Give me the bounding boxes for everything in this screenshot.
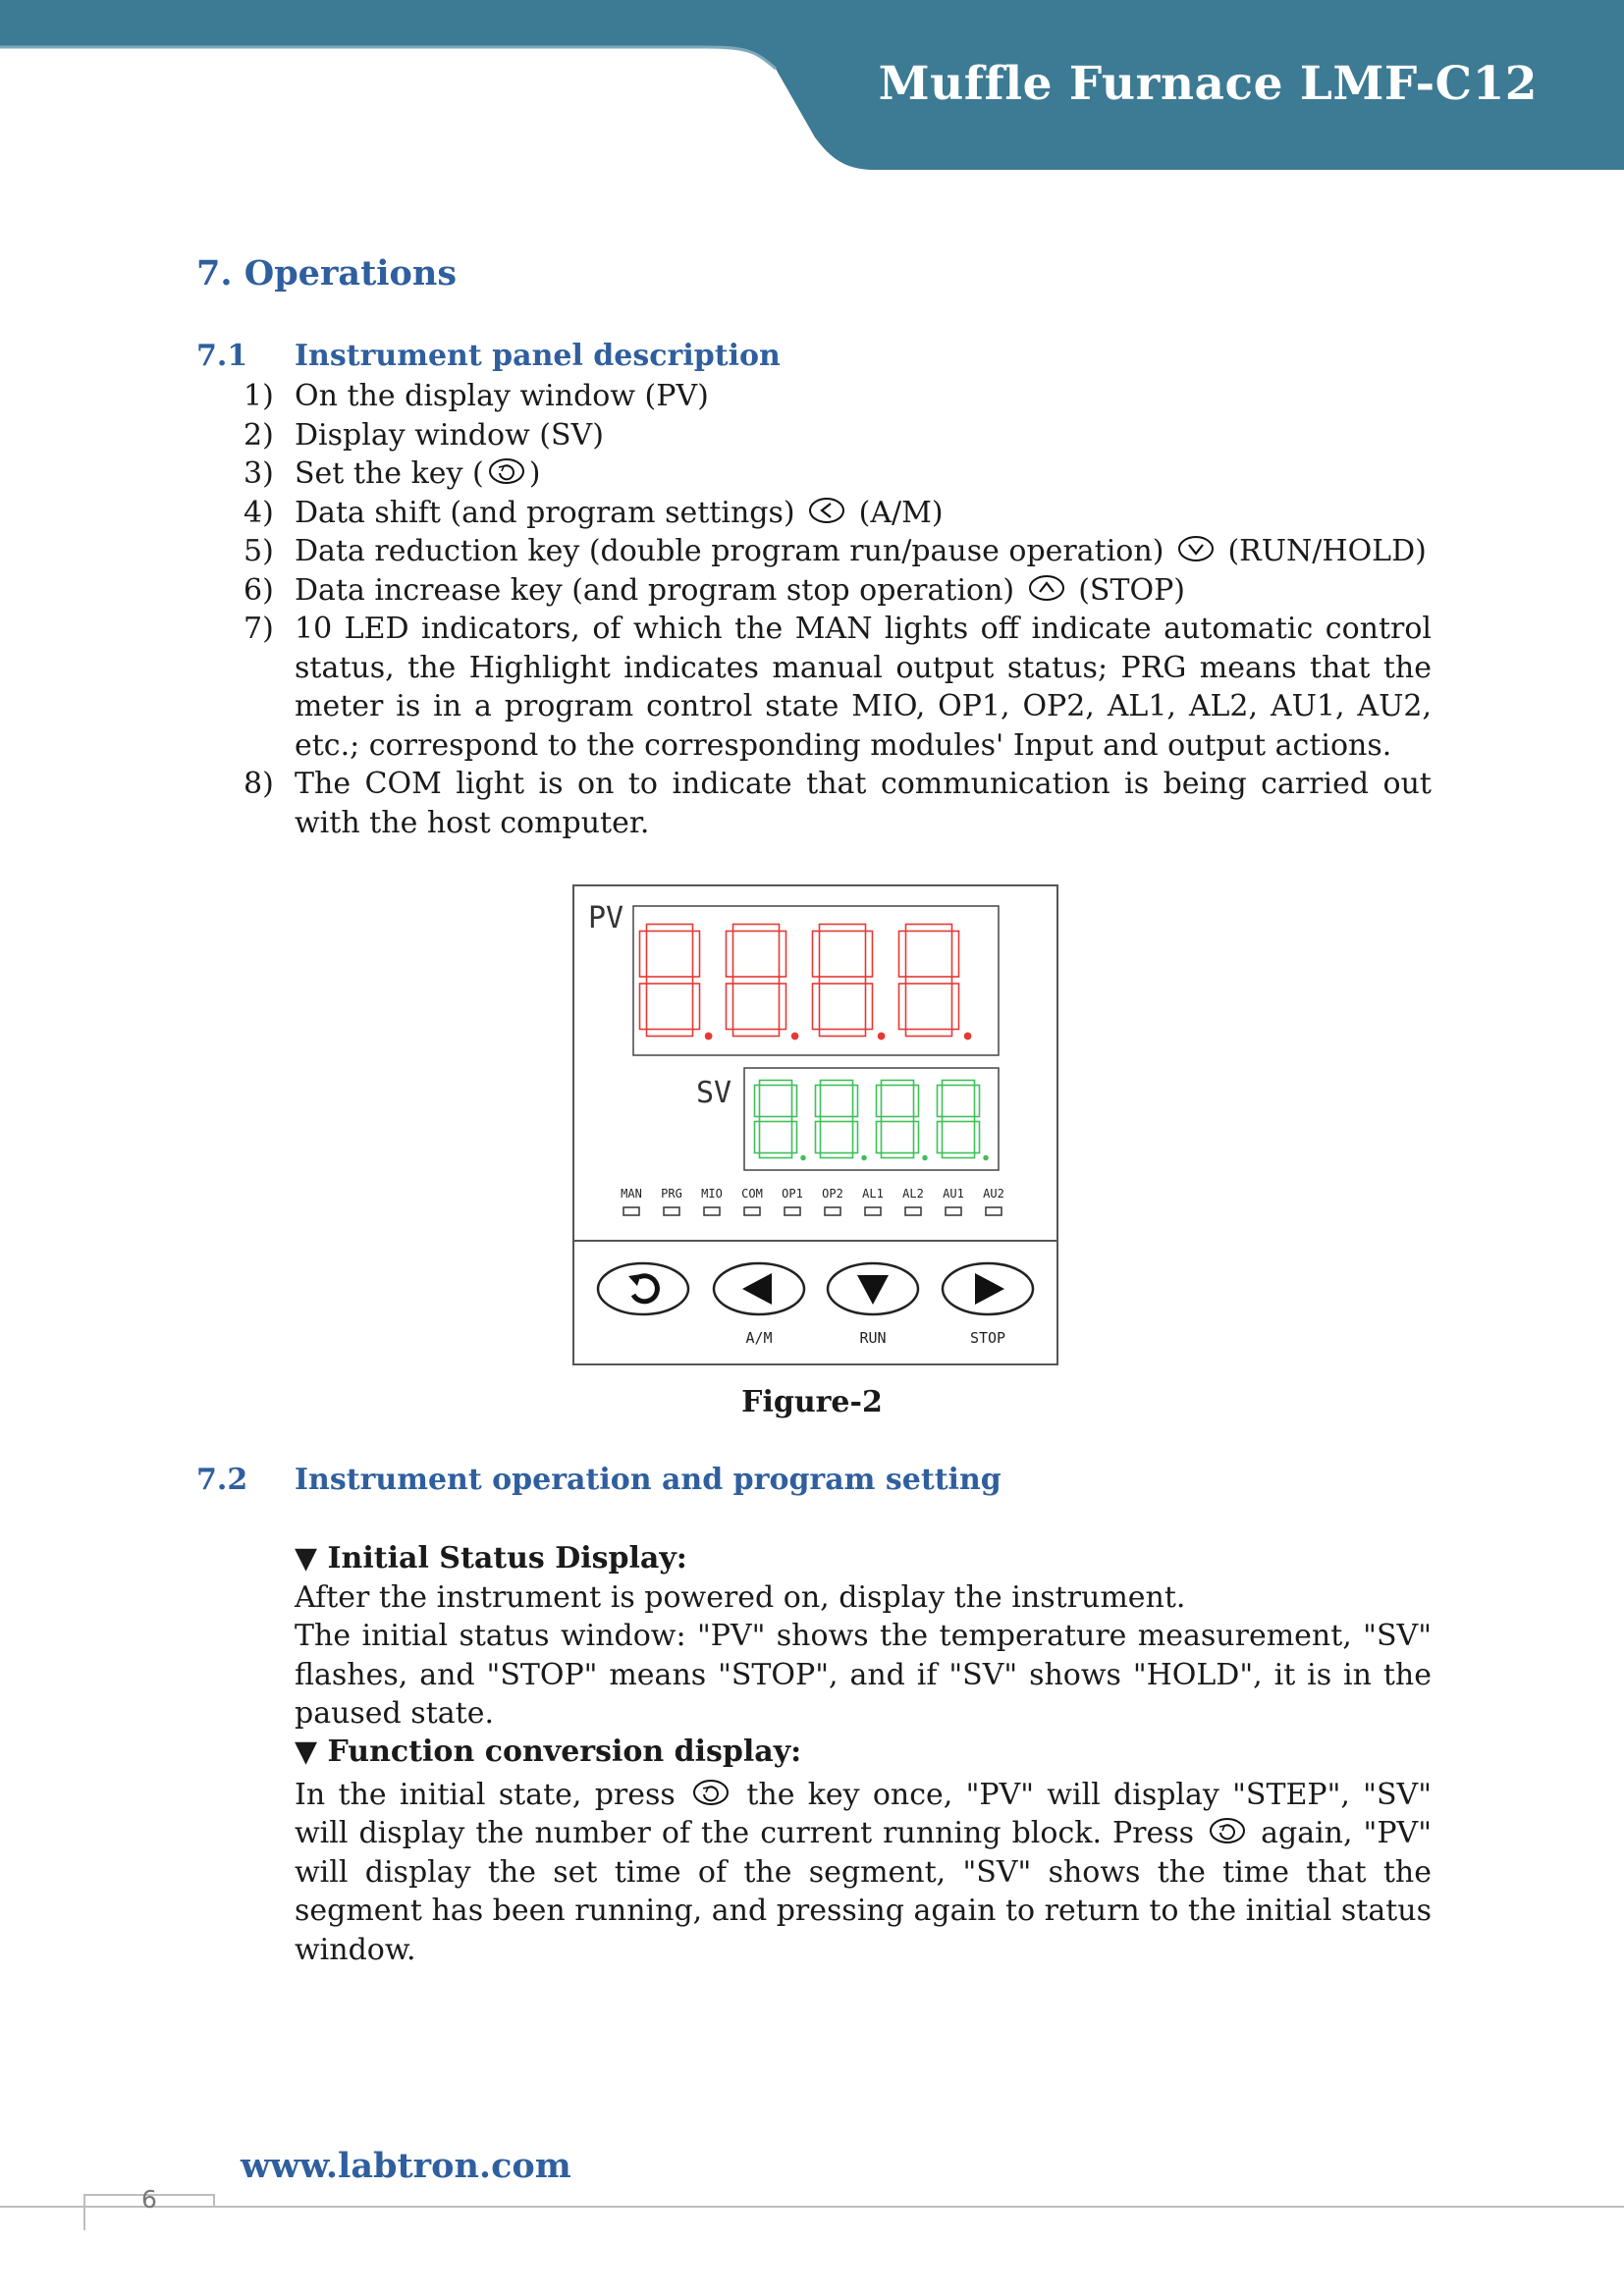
section-heading: 7. Operations — [196, 253, 458, 294]
item-number: 3) — [244, 456, 274, 491]
stop-button-label: STOP — [969, 1329, 1006, 1347]
paragraph-text: again, "PV" will display the set time of the segment, "SV" shows the time that the segment has been running, and pressing again to return to the initial status window. — [295, 1816, 1433, 1967]
item-number: 5) — [244, 534, 274, 568]
footer-rule — [0, 2187, 1624, 2231]
paragraph-text: the key once, "PV" will display "STEP", "SV" will display the number of the current running block. Press — [295, 1777, 1432, 1850]
led-label: AL1 — [862, 1187, 884, 1201]
pv-label: PV — [588, 901, 624, 935]
item-text-end: (STOP) — [1068, 572, 1185, 608]
item-number: 1) — [244, 379, 274, 413]
item-text: Data reduction key (double program run/pause operation) — [295, 534, 1173, 568]
led-indicator — [744, 1207, 760, 1215]
panel-description-list — [244, 377, 1432, 842]
led-label: MIO — [701, 1187, 723, 1201]
item-text: Set the key ( — [295, 456, 484, 491]
function-conversion-block — [295, 1733, 1432, 1969]
set-key-icon — [488, 457, 525, 485]
document-title: Muffle Furnace LMF-C12 — [878, 57, 1538, 111]
up-button[interactable] — [943, 1263, 1033, 1314]
subsection-number: 7.1 — [196, 339, 248, 373]
item-number: 4) — [244, 495, 274, 530]
list-item — [244, 610, 1432, 765]
led-label: OP2 — [822, 1187, 843, 1201]
led-indicator — [785, 1207, 800, 1215]
list-item — [244, 532, 1432, 571]
initial-status-heading: ▼ Initial Status Display: — [295, 1541, 687, 1575]
initial-status-line: After the instrument is powered on, display the instrument. — [295, 1579, 1186, 1615]
item-number: 6) — [244, 572, 274, 608]
list-item — [244, 571, 1432, 611]
led-indicator — [623, 1207, 639, 1215]
am-button-label: A/M — [745, 1329, 773, 1347]
led-indicator — [946, 1207, 961, 1215]
function-conversion-description — [295, 1776, 1432, 1970]
item-text: 10 LED indicators, of which the MAN lights off indicate automatic control status, the Highlight indicates manual output status; PRG means that the meter is in a program control state MIO, OP1, OP2, AL1, AL2, AU1, AU2, etc.; correspond to the corresponding modules' Input and output actions. — [295, 612, 1432, 763]
subsection-heading-7-2 — [196, 1463, 1001, 1497]
run-button-label: RUN — [859, 1329, 887, 1347]
led-indicator — [664, 1207, 679, 1215]
led-indicator — [986, 1207, 1001, 1215]
list-item — [244, 454, 1432, 494]
led-label: PRG — [661, 1187, 682, 1201]
led-label: AU1 — [943, 1187, 964, 1201]
item-text: Data increase key (and program stop operation) — [295, 572, 1024, 608]
led-label: COM — [741, 1187, 763, 1201]
item-number: 2) — [244, 417, 274, 453]
down-button[interactable] — [828, 1263, 918, 1314]
down-key-icon — [1177, 535, 1215, 562]
led-indicator — [905, 1207, 921, 1215]
led-label: MAN — [621, 1187, 642, 1201]
item-text-end: ) — [528, 456, 541, 491]
set-key-icon — [1209, 1817, 1246, 1844]
footer-website-link[interactable]: www.labtron.com — [241, 2146, 571, 2186]
list-item — [244, 765, 1432, 842]
item-text: The COM light is on to indicate that communication is being carried out with the host computer. — [295, 767, 1432, 840]
led-indicator — [865, 1207, 881, 1215]
sv-label: SV — [696, 1076, 732, 1110]
subsection-title: Instrument operation and program setting — [295, 1463, 1001, 1497]
led-label: AU2 — [983, 1187, 1004, 1201]
instrument-panel-figure — [572, 884, 1058, 1365]
paragraph-text: In the initial state, press — [295, 1777, 689, 1812]
list-item — [244, 416, 1432, 455]
figure-caption: Figure-2 — [741, 1385, 883, 1419]
subsection-title: Instrument panel description — [295, 339, 781, 373]
led-indicator — [704, 1207, 720, 1215]
list-item — [244, 494, 1432, 533]
initial-status-block — [295, 1539, 1432, 1734]
item-text: Display window (SV) — [295, 417, 604, 453]
item-text: On the display window (PV) — [295, 379, 709, 413]
item-number: 8) — [244, 767, 274, 801]
subsection-heading-7-1 — [196, 339, 781, 373]
initial-status-description: The initial status window: "PV" shows the temperature measurement, "SV" flashes, and "STOP" means "STOP", and if "SV" shows "HOLD", it is in the paused state. — [295, 1619, 1432, 1731]
set-button[interactable] — [598, 1263, 688, 1314]
led-label: AL2 — [902, 1187, 924, 1201]
led-indicator — [825, 1207, 840, 1215]
shift-button[interactable] — [714, 1263, 804, 1314]
function-conversion-heading: ▼ Function conversion display: — [295, 1735, 802, 1769]
led-label: OP1 — [782, 1187, 803, 1201]
page-number: 6 — [141, 2185, 157, 2214]
item-text: Data shift (and program settings) — [295, 495, 805, 530]
item-text-end: (A/M) — [849, 495, 944, 530]
list-item — [244, 377, 1432, 416]
shift-key-icon — [808, 497, 845, 524]
up-key-icon — [1028, 574, 1065, 602]
set-key-icon — [692, 1779, 730, 1806]
item-number: 7) — [244, 612, 274, 646]
item-text-end: (RUN/HOLD) — [1218, 534, 1427, 568]
subsection-number: 7.2 — [196, 1463, 248, 1497]
